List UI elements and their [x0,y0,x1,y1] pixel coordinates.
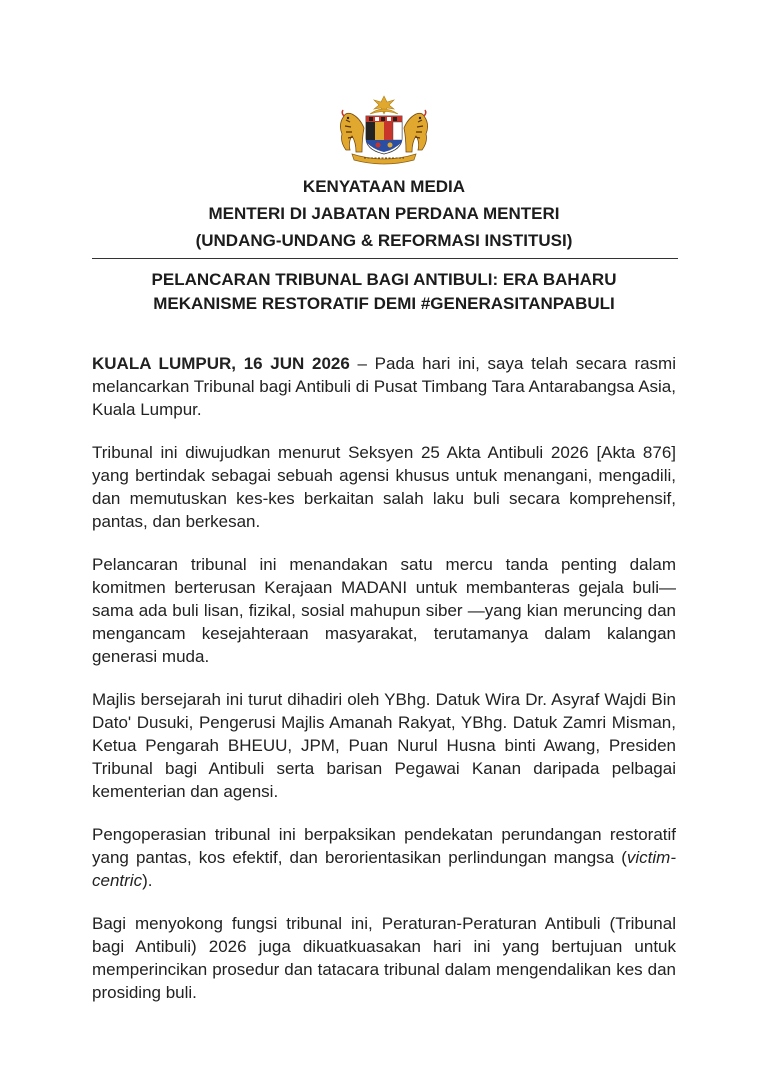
right-tiger-icon [404,110,428,152]
paragraph-4: Majlis bersejarah ini turut dihadiri oleh YBhg. Datuk Wira Dr. Asyraf Wajdi Bin Dato' Dusuki, Pengerusi Majlis Amanah Rakyat, YBhg. Datuk Zamri Misman, Ketua Pengarah BHEUU, JPM, Puan Nurul Husna binti Awang, Presiden Tribunal bagi Antibuli serta barisan Pegawai Kanan daripada pelbagai kementerian dan agensi. [92,690,676,801]
header-line-1: KENYATAAN MEDIA [302,177,466,196]
title-line-1: PELANCARAN TRIBUNAL BAGI ANTIBULI: ERA BAHARU [151,270,617,289]
paragraph-5-emphasis: victim-centric [92,848,676,890]
malaysia-coat-of-arms-icon [334,94,434,166]
motto-scroll-icon [352,154,416,164]
header-divider [92,258,678,259]
paragraph-5-text: Pengoperasian tribunal ini berpaksikan pendekatan perundangan restoratif yang pantas, kos efektif, dan berorientasikan perlindungan mangsa ( [92,825,676,867]
paragraph-5-end: ). [142,871,153,890]
paragraph-6: Bagi menyokong fungsi tribunal ini, Peraturan-Peraturan Antibuli (Tribunal bagi Antibuli) 2026 juga dikuatkuasakan hari ini yang bertujuan untuk memperincikan prosedur dan tatacara tribunal dalam mengendalikan kes dan prosiding buli. [92,914,676,1002]
paragraph-2: Tribunal ini diwujudkan menurut Seksyen 25 Akta Antibuli 2026 [Akta 876] yang bertindak sebagai sebuah agensi khusus untuk menangani, mengadili, dan memutuskan kes-kes berkaitan salah laku buli secara komprehensif, pantas, dan berkesan. [92,443,676,531]
press-release-body [92,352,676,1024]
paragraph-1-text: – Pada hari ini, saya telah secara rasmi melancarkan Tribunal bagi Antibuli di Pusat Timbang Tara Antarabangsa Asia, Kuala Lumpur. [92,354,676,419]
left-tiger-icon [340,110,364,152]
shield-icon [366,116,402,154]
paragraph-5 [92,823,676,892]
dateline: KUALA LUMPUR, 16 JUN 2026 [92,354,350,373]
header-line-3: (UNDANG-UNDANG & REFORMASI INSTITUSI) [195,231,573,250]
header-line-2: MENTERI DI JABATAN PERDANA MENTERI [208,204,560,223]
title-line-2: MEKANISME RESTORATIF DEMI #GENERASITANPABULI [153,294,615,313]
paragraph-3: Pelancaran tribunal ini menandakan satu mercu tanda penting dalam komitmen berterusan Kerajaan MADANI untuk membanteras gejala buli—sama ada buli lisan, fizikal, sosial mahupun siber —yang kian meruncing dan mengancam kesejahteraan masyarakat, terutamanya dalam kalangan generasi muda. [92,555,676,666]
paragraph-1 [92,352,676,421]
